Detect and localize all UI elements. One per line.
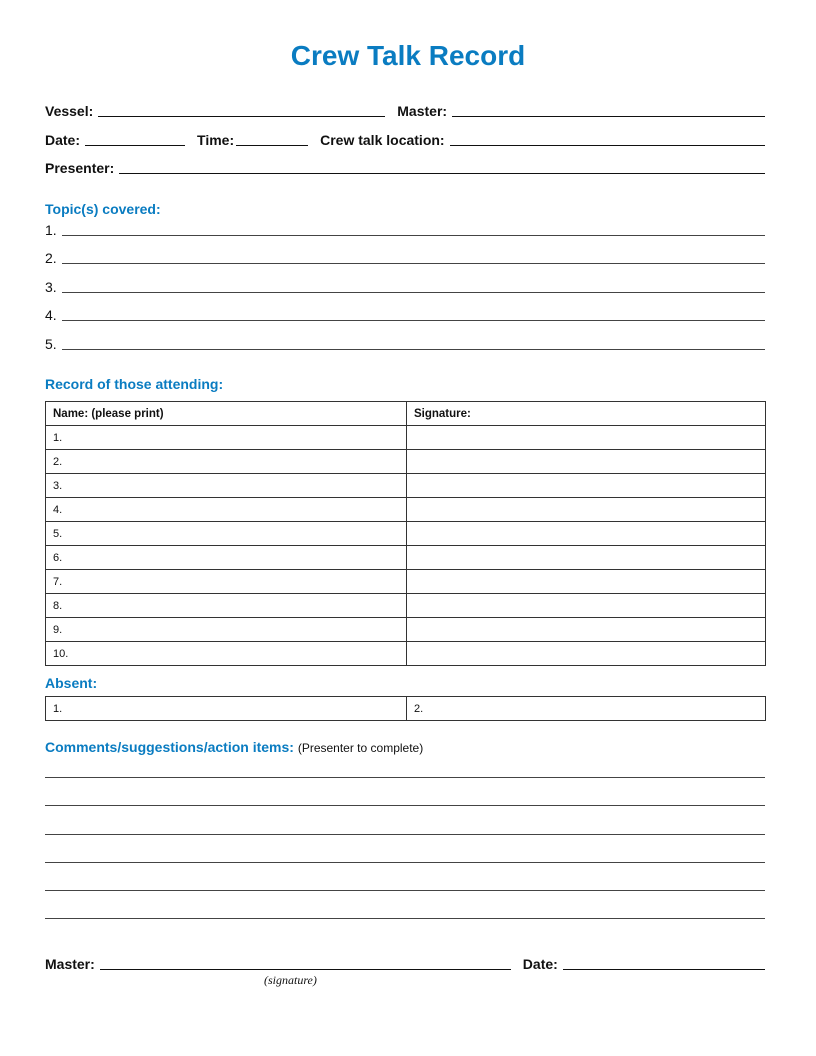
attendance-header-row	[46, 402, 766, 426]
comment-line[interactable]	[45, 834, 765, 835]
attendee-name-cell[interactable]: 7.	[46, 570, 407, 594]
footer-master-label: Master:	[45, 956, 95, 972]
attendee-signature-cell[interactable]	[407, 546, 766, 570]
absent-heading: Absent:	[45, 675, 98, 691]
col-name-header: Name: (please print)	[46, 402, 407, 426]
attendee-name-cell[interactable]: 2.	[46, 450, 407, 474]
attendee-signature-cell[interactable]	[407, 450, 766, 474]
master-signature-field[interactable]	[100, 969, 511, 970]
location-field[interactable]	[450, 145, 765, 146]
comments-note: (Presenter to complete)	[297, 741, 424, 755]
topic-number: 5.	[45, 336, 57, 352]
comment-line[interactable]	[45, 777, 765, 778]
location-label: Crew talk location:	[320, 132, 445, 148]
table-row	[46, 642, 766, 666]
attendance-table	[45, 401, 766, 666]
attendee-name-cell[interactable]: 8.	[46, 594, 407, 618]
attendee-name-cell[interactable]: 4.	[46, 498, 407, 522]
table-row	[46, 618, 766, 642]
attendee-name-cell[interactable]: 5.	[46, 522, 407, 546]
date-time-location-row	[45, 128, 765, 148]
presenter-label: Presenter:	[45, 160, 115, 176]
absent-cell[interactable]: 2.	[407, 697, 766, 721]
attendee-name-cell[interactable]: 1.	[46, 426, 407, 450]
comment-line[interactable]	[45, 805, 765, 806]
topic-line[interactable]	[45, 334, 765, 352]
attendee-signature-cell[interactable]	[407, 570, 766, 594]
attendee-signature-cell[interactable]	[407, 642, 766, 666]
topic-number: 2.	[45, 250, 57, 266]
signature-caption: (signature)	[264, 973, 317, 987]
absent-cell[interactable]: 1.	[46, 697, 407, 721]
vessel-label: Vessel:	[45, 103, 94, 119]
presenter-row	[45, 156, 765, 176]
topic-number: 4.	[45, 307, 57, 323]
master-label: Master:	[397, 103, 448, 119]
attendee-name-cell[interactable]: 3.	[46, 474, 407, 498]
attendee-signature-cell[interactable]	[407, 498, 766, 522]
table-row	[46, 474, 766, 498]
topic-number: 1.	[45, 222, 57, 238]
comments-heading-text: Comments/suggestions/action items:	[45, 739, 294, 755]
absent-table	[45, 696, 766, 721]
table-row	[46, 450, 766, 474]
attendance-heading: Record of those attending:	[45, 376, 224, 392]
attendee-name-cell[interactable]: 9.	[46, 618, 407, 642]
attendee-signature-cell[interactable]	[407, 522, 766, 546]
table-row	[46, 546, 766, 570]
topics-heading: Topic(s) covered:	[45, 201, 161, 217]
time-field[interactable]	[236, 145, 308, 146]
topic-line[interactable]	[45, 305, 765, 323]
attendee-name-cell[interactable]: 6.	[46, 546, 407, 570]
vessel-field[interactable]	[98, 116, 385, 117]
comment-line[interactable]	[45, 918, 765, 919]
table-row	[46, 697, 766, 721]
table-row	[46, 594, 766, 618]
attendee-signature-cell[interactable]	[407, 474, 766, 498]
footer-row	[45, 952, 765, 972]
topic-line[interactable]	[45, 220, 765, 238]
time-label: Time:	[197, 132, 235, 148]
attendee-signature-cell[interactable]	[407, 594, 766, 618]
table-row	[46, 570, 766, 594]
table-row	[46, 498, 766, 522]
date-field[interactable]	[85, 145, 185, 146]
presenter-field[interactable]	[119, 173, 765, 174]
topic-line[interactable]	[45, 277, 765, 295]
footer-date-field[interactable]	[563, 969, 765, 970]
comments-heading	[45, 739, 423, 755]
vessel-master-row	[45, 99, 765, 119]
date-label: Date:	[45, 132, 81, 148]
footer-date-label: Date:	[522, 956, 558, 972]
comment-line[interactable]	[45, 862, 765, 863]
attendee-signature-cell[interactable]	[407, 618, 766, 642]
attendee-name-cell[interactable]: 10.	[46, 642, 407, 666]
table-row	[46, 426, 766, 450]
table-row	[46, 522, 766, 546]
topic-number: 3.	[45, 279, 57, 295]
comment-line[interactable]	[45, 890, 765, 891]
page-title: Crew Talk Record	[290, 40, 526, 71]
attendee-signature-cell[interactable]	[407, 426, 766, 450]
col-signature-header: Signature:	[407, 402, 766, 426]
topic-line[interactable]	[45, 248, 765, 266]
master-field[interactable]	[452, 116, 765, 117]
